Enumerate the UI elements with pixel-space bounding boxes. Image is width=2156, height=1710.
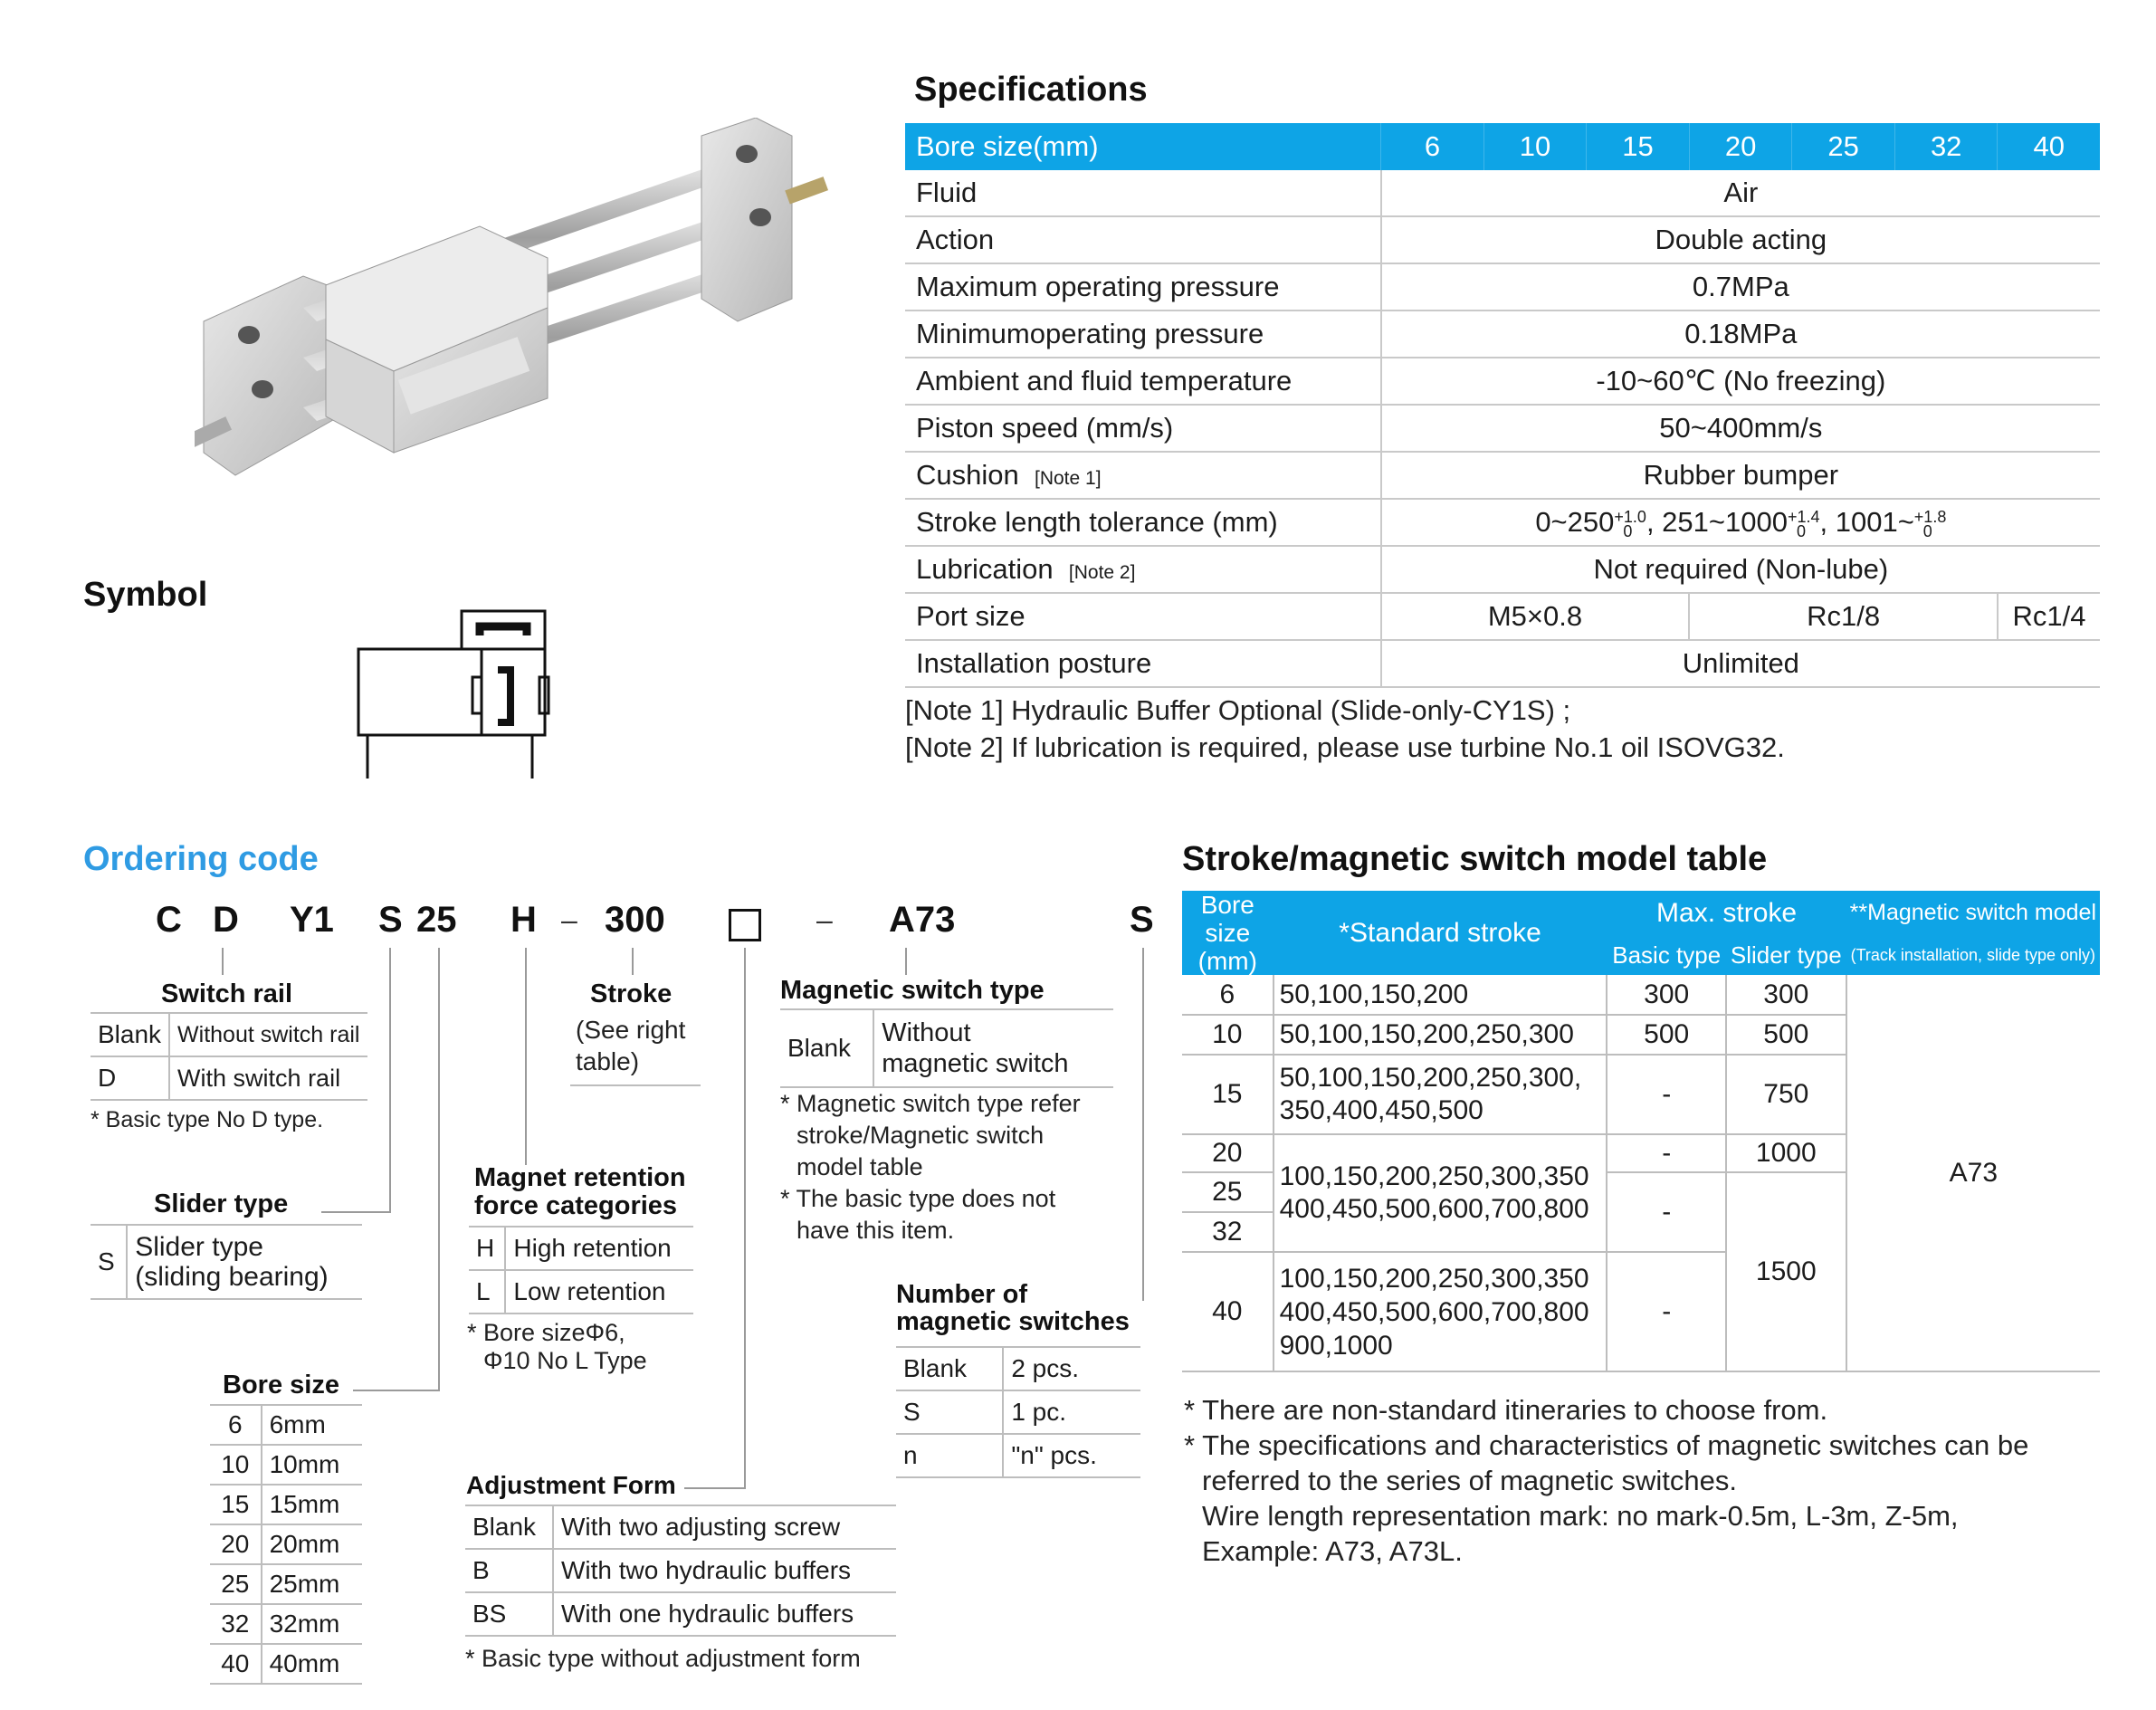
slider-max-cell: 300	[1726, 975, 1846, 1015]
option-value	[127, 1225, 362, 1299]
magnet-note-line: * Bore sizeΦ6,	[467, 1319, 625, 1346]
option-value: 6mm	[262, 1405, 362, 1445]
leader-line	[321, 1211, 391, 1213]
ordering-title: Ordering code	[83, 840, 319, 878]
option-value: With two adjusting screw	[553, 1505, 896, 1549]
option-key: L	[469, 1270, 505, 1314]
option-key: Blank	[780, 1009, 873, 1087]
stroke-line: 400,450,500,600,700,800	[1279, 1194, 1589, 1224]
option-key: 6	[210, 1405, 262, 1445]
magnetic-switch-title: Magnetic switch type	[780, 976, 1045, 1005]
note-line: stroke/Magnetic switch	[797, 1122, 1045, 1149]
header-line: (mm)	[1197, 947, 1257, 975]
option-value-line: Without	[882, 1018, 971, 1047]
spec-note: [Note 2] If lubrication is required, please use turbine No.1 oil ISOVG32.	[905, 731, 1785, 763]
spec-row-max-pressure	[905, 263, 2100, 310]
spec-row-tolerance	[905, 499, 2100, 546]
basic-max-cell: -	[1607, 1252, 1725, 1371]
note-line: model table	[797, 1153, 923, 1180]
stroke-header-basic: Basic type	[1607, 936, 1725, 975]
option-value: Without switch rail	[169, 1013, 367, 1056]
standard-stroke-cell	[1274, 1055, 1607, 1134]
stroke-header-model: **Magnetic switch model	[1846, 891, 2100, 936]
spec-row-cushion	[905, 452, 2100, 499]
option-key: n	[896, 1434, 1003, 1477]
option-value: 20mm	[262, 1524, 362, 1564]
code-s: S	[378, 900, 403, 940]
note-ref: [Note 2]	[1068, 562, 1136, 583]
footnote: Example: A73, A73L.	[1202, 1535, 1463, 1567]
code-d: D	[213, 900, 239, 940]
leader-line	[905, 948, 907, 975]
bore-cell: 25	[1182, 1172, 1274, 1212]
option-value: With one hydraulic buffers	[553, 1592, 896, 1636]
switch-rail-note: * Basic type No D type.	[91, 1107, 324, 1132]
adjustment-note: * Basic type without adjustment form	[465, 1645, 861, 1672]
slider-max-cell: 1000	[1726, 1134, 1846, 1172]
leader-line	[632, 948, 634, 975]
standard-stroke-cell: 50,100,150,200	[1274, 975, 1607, 1015]
option-value: 10mm	[262, 1445, 362, 1485]
bore-cell: 6	[1182, 975, 1274, 1015]
spec-value: -10~60℃ (No freezing)	[1381, 358, 2100, 405]
switch-count-table	[896, 1346, 1140, 1478]
spec-value: 0.18MPa	[1381, 310, 2100, 358]
tolerance-lower: 0	[1796, 521, 1806, 540]
spec-bore-6: 6	[1381, 123, 1484, 170]
code-c: C	[156, 900, 182, 940]
spec-row-speed	[905, 405, 2100, 452]
option-key: S	[896, 1390, 1003, 1434]
option-value: With two hydraulic buffers	[553, 1549, 896, 1592]
spec-bore-40: 40	[1998, 123, 2100, 170]
spec-label: Piston speed (mm/s)	[905, 405, 1381, 452]
spec-label: Minimumoperating pressure	[905, 310, 1381, 358]
option-value: 40mm	[262, 1644, 362, 1684]
option-key: D	[91, 1056, 169, 1100]
basic-max-cell: -	[1607, 1134, 1725, 1172]
stroke-line: 100,150,200,250,300,350	[1279, 1263, 1589, 1294]
spec-bore-15: 15	[1587, 123, 1690, 170]
stroke-line: 900,1000	[1279, 1330, 1393, 1361]
footnote: referred to the series of magnetic switches.	[1202, 1465, 1737, 1496]
note-ref: [Note 1]	[1034, 468, 1102, 489]
adjustment-title: Adjustment Form	[466, 1471, 676, 1499]
spec-row-fluid	[905, 170, 2100, 216]
slider-type-table	[91, 1224, 362, 1300]
note-line: have this item.	[797, 1217, 955, 1244]
slider-max-cell: 1500	[1726, 1172, 1846, 1371]
spec-row-port	[905, 593, 2100, 640]
stroke-note-line: (See right	[576, 1016, 686, 1044]
spec-value-tolerance	[1381, 499, 2100, 546]
spec-value: Rc1/8	[1689, 593, 1998, 640]
option-key: 20	[210, 1524, 262, 1564]
spec-row-temperature	[905, 358, 2100, 405]
code-dash: –	[816, 903, 833, 936]
option-key: 15	[210, 1485, 262, 1524]
option-key: 40	[210, 1644, 262, 1684]
spec-value: Not required (Non-lube)	[1381, 546, 2100, 593]
spec-value: 0.7MPa	[1381, 263, 2100, 310]
stroke-note	[576, 1014, 685, 1077]
option-value: 32mm	[262, 1604, 362, 1644]
option-value: 25mm	[262, 1564, 362, 1604]
slider-type-title: Slider type	[154, 1189, 289, 1218]
option-key: Blank	[896, 1347, 1003, 1390]
tolerance-upper: +1.8	[1913, 507, 1947, 526]
code-bore: 25	[416, 900, 457, 940]
switch-count-title	[896, 1281, 1130, 1335]
code-h: H	[510, 900, 537, 940]
spec-label: Maximum operating pressure	[905, 263, 1381, 310]
spec-value: M5×0.8	[1381, 593, 1690, 640]
stroke-table	[1182, 891, 2100, 1372]
switch-rail-table	[91, 1012, 367, 1101]
option-value-line: magnetic switch	[882, 1049, 1069, 1078]
spec-label-cushion	[905, 452, 1381, 499]
spec-value: 50~400mm/s	[1381, 405, 2100, 452]
tolerance-range: , 1001~	[1819, 506, 1914, 538]
spec-row-posture	[905, 640, 2100, 687]
option-key: Blank	[465, 1505, 553, 1549]
magnet-title-line: Magnet retention	[474, 1163, 686, 1192]
symbol-title: Symbol	[83, 576, 208, 614]
spec-header-label: Bore size(mm)	[905, 123, 1381, 170]
note-line: * The basic type does not	[780, 1185, 1056, 1212]
switch-count-title-line: Number of	[896, 1280, 1027, 1309]
switch-rail-title: Switch rail	[161, 979, 293, 1008]
basic-max-cell: -	[1607, 1055, 1725, 1134]
bore-cell: 40	[1182, 1252, 1274, 1371]
spec-value: Rubber bumper	[1381, 452, 2100, 499]
option-key: 10	[210, 1445, 262, 1485]
code-dash: –	[561, 903, 577, 936]
spec-table	[905, 123, 2100, 688]
option-key: H	[469, 1227, 505, 1270]
code-switch: A73	[889, 900, 956, 940]
spec-row-min-pressure	[905, 310, 2100, 358]
spec-bore-25: 25	[1792, 123, 1895, 170]
spec-value: Double acting	[1381, 216, 2100, 263]
spec-value: Air	[1381, 170, 2100, 216]
spec-title: Specifications	[914, 71, 1148, 109]
option-key: Blank	[91, 1013, 169, 1056]
footnote: * There are non-standard itineraries to choose from.	[1184, 1394, 1828, 1426]
magnet-table	[469, 1226, 693, 1314]
option-value: Low retention	[505, 1270, 693, 1314]
option-value: With switch rail	[169, 1056, 367, 1100]
magnet-title	[474, 1164, 686, 1220]
spec-value: Rc1/4	[1998, 593, 2100, 640]
product-image-rodless-cylinder	[195, 118, 846, 534]
tolerance-lower: 0	[1922, 521, 1932, 540]
divider	[570, 1084, 701, 1086]
spec-bore-32: 32	[1894, 123, 1998, 170]
adjustment-table	[465, 1505, 896, 1637]
spec-label: Lubrication	[916, 553, 1054, 585]
stroke-line: 400,450,500,600,700,800	[1279, 1296, 1589, 1327]
stroke-header-slider: Slider type	[1726, 936, 1846, 975]
option-value: 1 pc.	[1003, 1390, 1140, 1434]
spec-label: Ambient and fluid temperature	[905, 358, 1381, 405]
switch-model-cell: A73	[1846, 975, 2100, 1371]
bore-cell: 32	[1182, 1212, 1274, 1252]
magnetic-switch-note	[780, 1088, 1081, 1247]
spec-label: Fluid	[905, 170, 1381, 216]
switch-count-title-line: magnetic switches	[896, 1307, 1130, 1336]
magnet-note-line: Φ10 No L Type	[483, 1347, 647, 1374]
tolerance-upper: +1.0	[1614, 507, 1646, 526]
leader-line	[1142, 948, 1144, 1301]
option-key: S	[91, 1225, 127, 1299]
spec-label: Port size	[905, 593, 1381, 640]
option-value-line: Slider type	[135, 1232, 263, 1262]
leader-line	[438, 948, 440, 1391]
code-adjustment-box	[729, 909, 761, 941]
option-key: 32	[210, 1604, 262, 1644]
option-value: High retention	[505, 1227, 693, 1270]
tolerance-lower: 0	[1623, 521, 1633, 540]
code-y1: Y1	[290, 900, 334, 940]
tolerance-range: 0~250	[1535, 506, 1615, 538]
standard-stroke-cell: 50,100,150,200,250,300	[1274, 1015, 1607, 1055]
code-stroke: 300	[605, 900, 665, 940]
leader-line	[525, 948, 527, 1165]
spec-label: Cushion	[916, 459, 1019, 491]
option-value: 15mm	[262, 1485, 362, 1524]
footnote: * The specifications and characteristics of magnetic switches can be	[1184, 1429, 2029, 1461]
option-value	[873, 1009, 1113, 1087]
table-row	[1182, 975, 2100, 1015]
stroke-header-model-sub: (Track installation, slide type only)	[1846, 936, 2100, 975]
stroke-line: 100,150,200,250,300,350	[1279, 1161, 1589, 1191]
leader-line	[222, 948, 224, 975]
option-value: 2 pcs.	[1003, 1347, 1140, 1390]
leader-line	[684, 1487, 746, 1489]
bore-size-title: Bore size	[223, 1371, 339, 1400]
spec-bore-10: 10	[1483, 123, 1587, 170]
stroke-table-title: Stroke/magnetic switch model table	[1182, 840, 1768, 878]
option-value: "n" pcs.	[1003, 1434, 1140, 1477]
leader-line	[744, 948, 746, 1489]
leader-line	[353, 1390, 440, 1391]
pneumatic-symbol	[353, 607, 561, 783]
basic-max-cell: -	[1607, 1172, 1725, 1252]
stroke-title: Stroke	[590, 979, 673, 1008]
option-key: 25	[210, 1564, 262, 1604]
stroke-line: 350,400,450,500	[1279, 1095, 1483, 1125]
leader-line	[389, 948, 391, 1213]
bore-cell: 20	[1182, 1134, 1274, 1172]
spec-label-lubrication	[905, 546, 1381, 593]
stroke-footnotes	[1184, 1392, 2028, 1569]
spec-value: Unlimited	[1381, 640, 2100, 687]
magnet-note	[467, 1319, 647, 1375]
spec-note: [Note 1] Hydraulic Buffer Optional (Slide-only-CY1S) ;	[905, 694, 1571, 726]
spec-label: Action	[905, 216, 1381, 263]
stroke-header-standard: *Standard stroke	[1274, 891, 1607, 975]
tolerance-upper: +1.4	[1787, 507, 1820, 526]
bore-cell: 15	[1182, 1055, 1274, 1134]
bore-size-table	[210, 1404, 362, 1685]
stroke-line: 50,100,150,200,250,300,	[1279, 1063, 1582, 1093]
magnet-title-line: force categories	[474, 1191, 678, 1220]
footnote: Wire length representation mark: no mark-0.5m, L-3m, Z-5m,	[1202, 1500, 1959, 1532]
magnetic-switch-table	[780, 1008, 1113, 1088]
spec-bore-20: 20	[1689, 123, 1792, 170]
slider-max-cell: 750	[1726, 1055, 1846, 1134]
slider-max-cell: 500	[1726, 1015, 1846, 1055]
basic-max-cell: 500	[1607, 1015, 1725, 1055]
spec-row-action	[905, 216, 2100, 263]
stroke-header-bore	[1182, 891, 1274, 975]
header-line: Bore size	[1200, 891, 1254, 947]
stroke-note-line: table)	[576, 1047, 640, 1075]
spec-label: Stroke length tolerance (mm)	[905, 499, 1381, 546]
option-key: BS	[465, 1592, 553, 1636]
note-line: * Magnetic switch type refer	[780, 1090, 1081, 1117]
standard-stroke-cell	[1274, 1252, 1607, 1371]
basic-max-cell: 300	[1607, 975, 1725, 1015]
spec-label: Installation posture	[905, 640, 1381, 687]
standard-stroke-cell	[1274, 1134, 1607, 1252]
spec-row-lubrication	[905, 546, 2100, 593]
option-value-line: (sliding bearing)	[135, 1262, 329, 1292]
stroke-header-max: Max. stroke	[1607, 891, 1846, 936]
option-key: B	[465, 1549, 553, 1592]
code-switch-count: S	[1130, 900, 1154, 940]
tolerance-range: , 251~1000	[1646, 506, 1788, 538]
bore-cell: 10	[1182, 1015, 1274, 1055]
spec-notes	[905, 692, 1785, 766]
